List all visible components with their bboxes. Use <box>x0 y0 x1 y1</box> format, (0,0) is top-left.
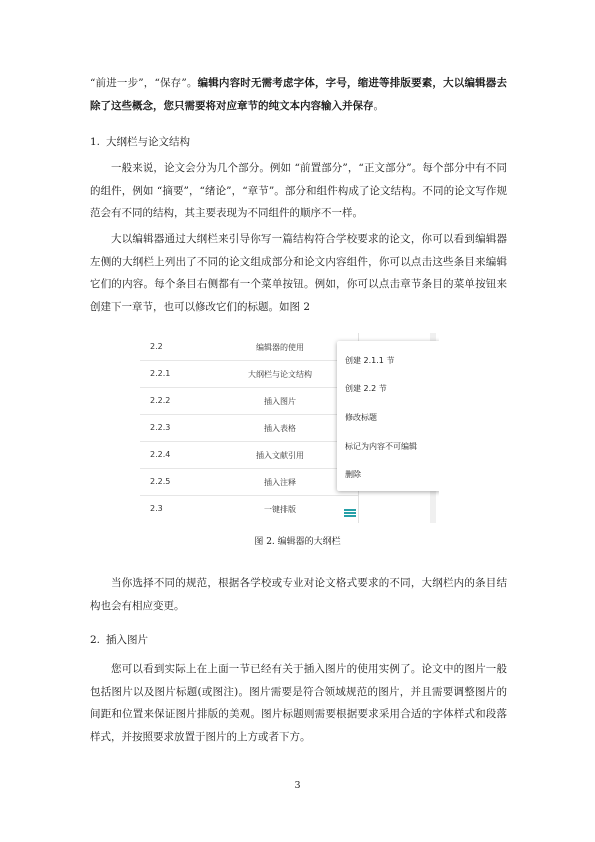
context-menu <box>337 341 439 491</box>
outline-row-number: 2.3 <box>150 504 163 513</box>
outline-row[interactable] <box>140 333 358 361</box>
outline-row[interactable] <box>140 360 358 388</box>
outline-row-number: 2.2.2 <box>150 396 171 405</box>
page-number: 3 <box>294 780 301 791</box>
section1-title: 大纲栏与论文结构 <box>106 136 190 148</box>
menu-item-lock[interactable]: 标记为内容不可编辑 <box>345 442 417 451</box>
section2-heading <box>90 632 148 648</box>
intro-bold-text: 编辑内容时无需考虑字体，字号，缩进等排版要素，大以编辑器去除了这些概念，您只需要将对应章节的纯文本内容输入并保存 <box>90 77 507 112</box>
intro-paragraph <box>90 72 507 117</box>
section1-para2: 大以编辑器通过大纲栏来引导你写一篇结构符合学校要求的论文，你可以看到编辑器左侧的大纲栏上列出了不同的论文组成部分和论文内容组件，你可以点击这些条目来编辑它们的内容。每个条目右侧都有一个菜单按钮。例如，你可以点击章节条目的菜单按钮来创建下一章节，也可以修改它们的标题。如图 2 <box>90 233 507 313</box>
outline-row-title: 大纲栏与论文结构 <box>248 370 312 379</box>
outline-row-title: 编辑器的使用 <box>256 343 304 352</box>
outline-row-title: 插入图片 <box>264 397 296 406</box>
after-figure-paragraph: 当你选择不同的规范，根据各学校或专业对论文格式要求的不同，大纲栏内的条目结构也会有相应变更。 <box>90 577 507 612</box>
intro-normal-text: “前进一步”，“保存”。 <box>90 77 198 89</box>
menu-item-create-section[interactable]: 创建 2.2 节 <box>345 384 387 393</box>
outline-row-title: 一键排版 <box>264 505 296 514</box>
outline-row-title: 插入注释 <box>264 478 296 487</box>
outline-row[interactable] <box>140 387 358 415</box>
intro-end-text: 。 <box>373 99 384 112</box>
outline-row[interactable] <box>140 441 358 469</box>
outline-row-number: 2.2 <box>150 342 163 351</box>
section1-para1: 一般来说，论文会分为几个部分。例如 “前置部分”，“正文部分”。每个部分中有不同的组件，例如 “摘要”，“绪论”，“章节”。部分和组件构成了论文结构。不同的论文写作规范会有不同的结构，其主要表现为不同组件的顺序不一样。 <box>90 162 507 219</box>
outline-figure <box>140 333 439 523</box>
section2-title: 插入图片 <box>106 634 148 646</box>
outline-row[interactable] <box>140 468 358 496</box>
menu-item-create-subsection[interactable]: 创建 2.1.1 节 <box>345 356 395 365</box>
outline-row-number: 2.2.5 <box>150 477 171 486</box>
outline-row[interactable] <box>140 495 358 522</box>
menu-item-delete[interactable]: 删除 <box>345 470 361 479</box>
section1-heading <box>90 134 190 150</box>
figure-caption: 图 2. 编辑器的大纲栏 <box>254 537 341 547</box>
outline-row-title: 插入表格 <box>264 424 296 433</box>
outline-row-number: 2.2.3 <box>150 423 171 432</box>
list-icon[interactable] <box>344 509 356 517</box>
outline-row[interactable] <box>140 414 358 442</box>
outline-row-number: 2.2.1 <box>150 369 171 378</box>
section2-para1: 您可以看到实际上在上面一节已经有关于插入图片的使用实例了。论文中的图片一般包括图片以及图片标题(或图注)。图片需要是符合领域规范的图片，并且需要调整图片的间距和位置来保证图片排版的美观。图片标题则需要根据要求采用合适的字体样式和段落样式，并按照要求放置于图片的上方或者下方。 <box>90 663 507 743</box>
outline-row-number: 2.2.4 <box>150 450 171 459</box>
section2-number: 2. <box>90 634 101 646</box>
outline-row-title: 插入文献引用 <box>256 451 304 460</box>
menu-item-rename[interactable]: 修改标题 <box>345 413 377 422</box>
section1-number: 1. <box>90 136 101 148</box>
